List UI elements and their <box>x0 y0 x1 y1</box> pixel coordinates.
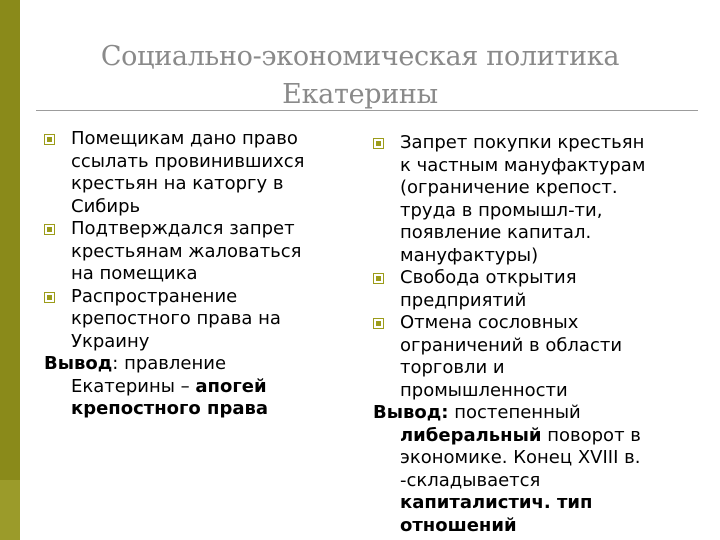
text-line: крепостного права на <box>71 308 281 329</box>
conclusion-text: экономике. Конец XVIII в. <box>400 447 641 468</box>
text-line: Подтверждался запрет <box>71 218 295 239</box>
text-line: к частным мануфактурам <box>400 154 646 176</box>
right-list-item-2 <box>373 267 718 312</box>
conclusion-label: Вывод <box>44 353 113 374</box>
text-line: предприятий <box>400 289 527 311</box>
text-line: на помещика <box>71 263 198 284</box>
left-list-item-3 <box>44 286 334 354</box>
square-bullet-icon <box>44 292 55 303</box>
text-line: ссылать провинившихся <box>71 150 305 172</box>
text-line: появление капитал. <box>400 222 592 243</box>
text-line: (ограничение крепост. <box>400 177 618 198</box>
conclusion-emphasis: апогей <box>195 375 267 397</box>
slide-title <box>70 38 650 114</box>
conclusion-label: Вывод: <box>373 402 449 423</box>
square-bullet-icon <box>373 273 384 284</box>
text-line: труда в промышл-ти, <box>400 199 603 221</box>
square-bullet-icon <box>44 134 55 145</box>
text-line: Украину <box>71 330 150 352</box>
left-list-item-1 <box>44 128 334 218</box>
text-line: крестьян на каторгу в <box>71 173 284 194</box>
text-line: Сибирь <box>71 195 141 217</box>
title-divider <box>36 110 698 111</box>
slide-title-line1: Социально-экономическая политика <box>100 41 620 72</box>
right-list-item-3 <box>373 312 718 402</box>
left-conclusion <box>44 353 334 421</box>
left-column <box>44 128 334 421</box>
square-bullet-icon <box>373 138 384 149</box>
text-line: промышленности <box>400 379 568 401</box>
text-line: торговли и <box>400 357 505 378</box>
conclusion-text: -складывается <box>400 469 541 491</box>
conclusion-emphasis: отношений <box>400 514 517 536</box>
text-line: мануфактуры) <box>400 244 539 266</box>
text-line: крестьянам жаловаться <box>71 240 302 262</box>
right-list-item-1 <box>373 132 718 267</box>
text-line: Запрет покупки крестьян <box>400 132 645 153</box>
conclusion-text: поворот в <box>541 424 641 446</box>
left-list-item-2 <box>44 218 334 286</box>
text-line: Распространение <box>71 285 238 307</box>
left-accent-bar-bottom <box>0 480 20 540</box>
conclusion-text: : правление <box>112 353 227 374</box>
conclusion-emphasis: крепостного права <box>71 398 269 419</box>
conclusion-text: Екатерины – <box>71 375 196 397</box>
square-bullet-icon <box>373 318 384 329</box>
square-bullet-icon <box>44 224 55 235</box>
conclusion-emphasis: либеральный <box>400 424 542 446</box>
text-line: Помещикам дано право <box>71 128 298 149</box>
slide-title-line2: Екатерины <box>282 79 438 110</box>
left-accent-bar <box>0 0 20 540</box>
text-line: ограничений в области <box>400 334 623 356</box>
conclusion-emphasis: капиталистич. тип <box>400 492 593 513</box>
right-column <box>373 132 718 537</box>
text-line: Свобода открытия <box>400 267 577 288</box>
right-conclusion <box>373 402 718 537</box>
text-line: Отмена сословных <box>400 312 579 333</box>
conclusion-text: постепенный <box>448 402 581 423</box>
